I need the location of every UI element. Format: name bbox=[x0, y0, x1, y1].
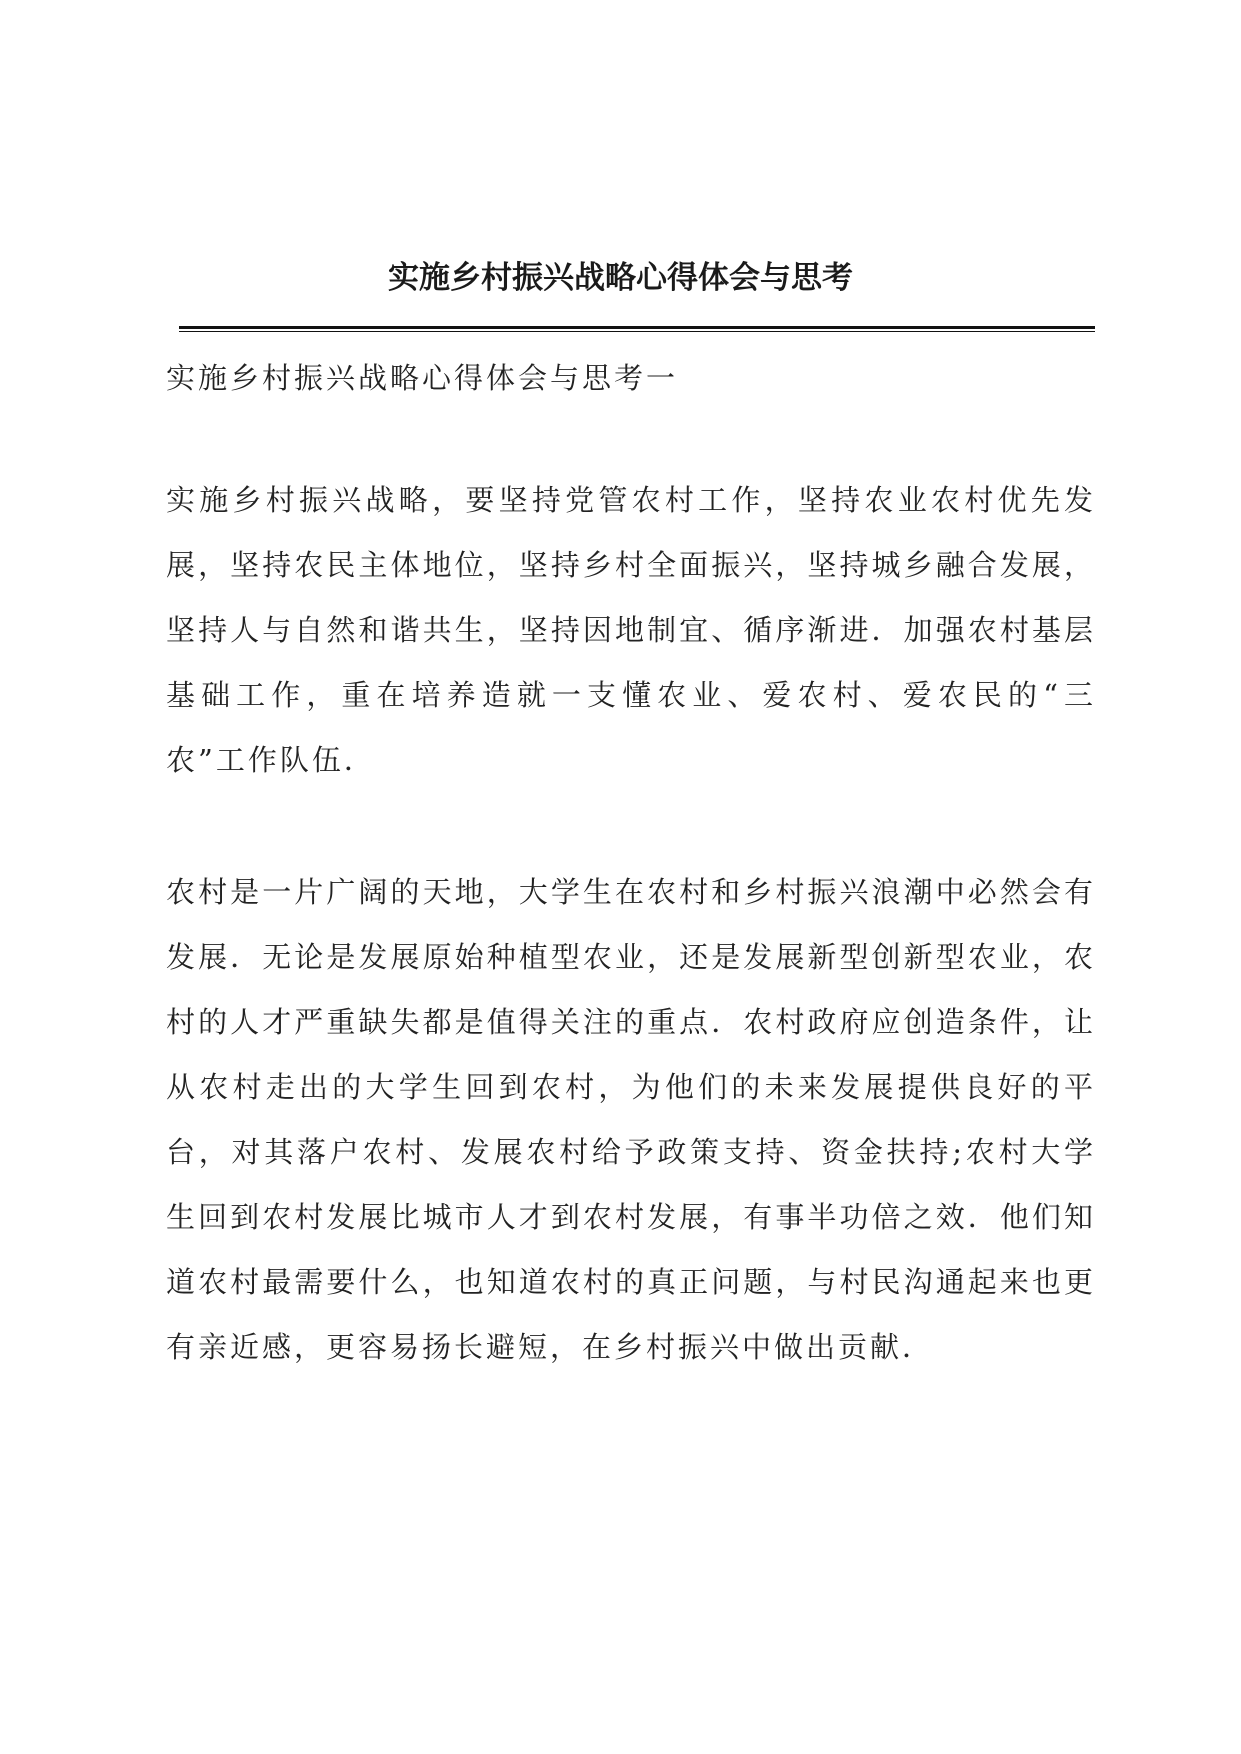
document-body bbox=[166, 356, 1096, 1380]
title-divider-thick bbox=[179, 326, 1095, 329]
title-divider-thin bbox=[179, 331, 1095, 332]
document-title: 实施乡村振兴战略心得体会与思考 bbox=[388, 260, 853, 296]
section-heading: 实施乡村振兴战略心得体会与思考一 bbox=[166, 361, 679, 395]
paragraph-2: 农村是一片广阔的天地，大学生在农村和乡村振兴浪潮中必然会有发展．无论是发展原始种植型农业，还是发展新型创新型农业，农村的人才严重缺失都是值得关注的重点．农村政府应创造条件，让从农村走出的大学生回到农村，为他们的未来发展提供良好的平台，对其落户农村、发展农村给予政策支持、资金扶持;农村大学生回到农村发展比城市人才到农村发展，有事半功倍之效．他们知道农村最需要什么，也知道农村的真正问题，与村民沟通起来也更有亲近感，更容易扬长避短，在乡村振兴中做出贡献． bbox=[166, 875, 1096, 1364]
paragraph-1: 实施乡村振兴战略，要坚持党管农村工作，坚持农业农村优先发展，坚持农民主体地位，坚持乡村全面振兴，坚持城乡融合发展，坚持人与自然和谐共生，坚持因地制宜、循序渐进．加强农村基层基础工作，重在培养造就一支懂农业、爱农村、爱农民的“三农”工作队伍． bbox=[166, 483, 1096, 777]
